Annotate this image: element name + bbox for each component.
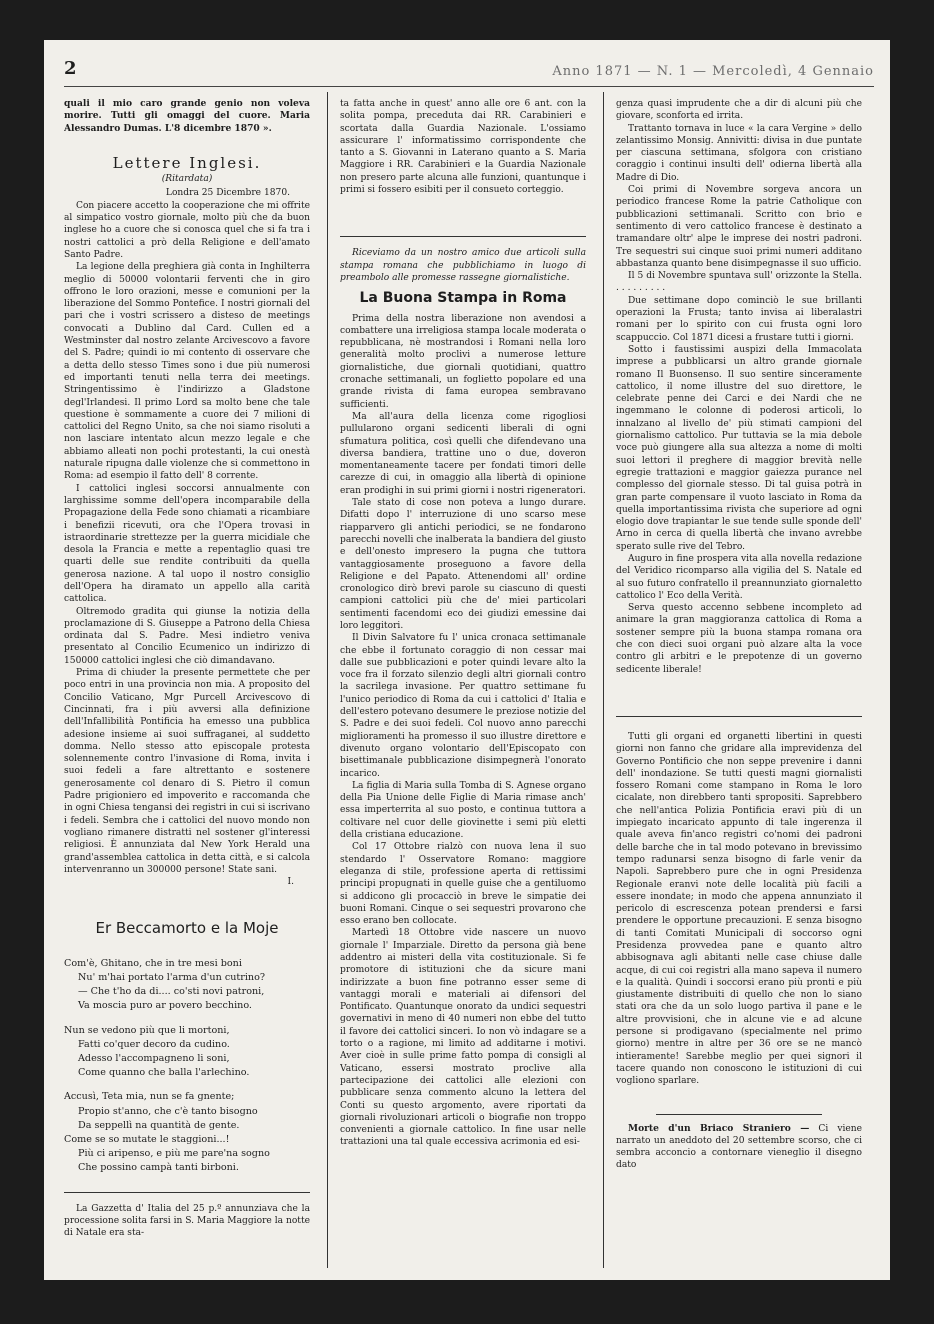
poem	[64, 957, 310, 1176]
column-1	[64, 98, 310, 1268]
poem-line: Va moscia puro ar povero becchino.	[78, 1000, 252, 1012]
morte-title: Morte d'un Briaco Straniero —	[628, 1122, 810, 1134]
paragraph: Ma all'aura della licenza come rigogliosi pullularono organi sedicenti liberali di ogni sfumatura politica, così quelli che difendevano una diversa bandiera, trattine uno o due, doveron momentaneamente tacere per fondati timori delle carezze di cui, in omaggio alla libertà di opinione eran prodighi in sui primi giorni i nostri rigeneratori.	[340, 411, 586, 496]
morte-text: Ci viene narrato un aneddoto del 20 settembre scorso, che ci sembra acconcio a contornare vieneglio il disegno dato	[616, 1123, 862, 1171]
poem-stanza	[64, 1090, 310, 1175]
paragraph-inondazione: Tutti gli organi ed organetti libertini in questi giorni non fanno che gridare alla imprevidenza del Governo Pontificio che non seppe prevenire i danni dell' inondazione. Se tutti questi magni giornalisti fossero Romani come stampano in Roma le loro cicalate, non direbbero tanti spropositi. Saprebbero che nell'antica Polizia Pontificia eravi più di un impiegato incaricato appunto di tale ingerenza il quale aveva fin'anco registri co'nomi dei padroni delle barche che in tal modo potevano in brevissimo tempo radunarsi senza bisogno di farle venir da Napoli. Saprebbero pure che in ogni Presidenza Regionale eranvi note delle località più facili a essere inondate; in modo che appena annunziato il pericolo di escrescenza potean prendersi e farsi prendere le opportune precauzioni. E senza bisogno di tanti Comitati Municipali di soccorso ogni Presidenza provvedea pane e quanto altro abbisognava agli abitanti nelle case chiuse dalle acque, di cui coi registri alla mano sapeva il numero e la qualità. Quindi i soccorsi erano più pronti e più giustamente distribuiti di quello che non lo siano stati ora che da un solo luogo partiva il pane e le altre provvisioni, che in alcune vie e ad alcune persone si prodigavano (specialmente nel primo giorno) mentre in altre per 36 ore se ne mancò intieramente! Sarebbe meglio per quei signori il tacere quando non conoscono le istituzioni di cui vogliono sparlare.	[616, 731, 862, 1087]
paragraph-gazzetta: La Gazzetta d' Italia del 25 p.º annunziava che la processione solita farsi in S. Maria Maggiore la notte di Natale era sta-	[64, 1203, 310, 1239]
divider	[340, 236, 586, 237]
masthead	[64, 58, 874, 87]
poem-line: Come quanno che balla l'arlechino.	[78, 1067, 250, 1079]
newspaper-page	[44, 40, 890, 1280]
column-rule	[327, 92, 328, 1268]
poem-title: Er Beccamorto e la Moje	[95, 919, 279, 938]
column-3	[616, 98, 862, 1268]
paragraph: Con piacere accetto la cooperazione che mi offrite al simpatico vostro giornale, molto più che da buon inglese ho a cuore che si conosca quel che si fa tra i nostri cattolici a prò della Religione e dell'amato Santo Padre.	[64, 200, 310, 260]
paragraph: Il 5 di Novembre spuntava sull' orizzonte la Stella. . . . . . . . . .	[616, 271, 862, 294]
paragraph: Prima della nostra liberazione non avendosi a combattere una irreligiosa stampa locale moderata o repubblicana, nè mostrandosi i Romani nella loro generalità molto proclivi a numerose letture giornalistiche, due giornali quotidiani, quattro cronache settimanali, un foglietto popolare ed una grande rivista di fama europea sembravano sufficienti.	[340, 313, 586, 410]
paragraph: Trattanto tornava in luce « la cara Vergine » dello zelantissimo Monsig. Annivitti: divisa in due puntate per ciascuna settimana, sfolgora con cristiano coraggio i continui insulti dell' odierna libertà alla Madre di Dio.	[616, 123, 862, 183]
paragraph: Martedì 18 Ottobre vide nascere un nuovo giornale l' Imparziale. Diretto da persona già bene addentro ai misteri della vita costituzionale. Si fe promotore di istituzioni che da sicure mani indirizzate a buon fine potranno esser seme di vantaggi morali e materiali ai difensori del Pontificato. Quantunque onorato da undici sequestri governativi in meno di 40 numeri non ebbe del tutto il favore dei cattolici sinceri. Io non vò indagare se a torto o a ragione, mi limito ad additarne i motivi. Aver cioè in sulle prime fatto pompa di consigli al Vaticano, essersi mostrato proclive alla partecipazione dei cattolici alle elezioni con pubblicare senza commento alcuno la lettera del Conti su questo argomento, avere riportati da giornali rivoluzionari articoli o biografie non troppo convenienti a giornale cattolico. In fine usar nelle trattazioni una tal quale eccessiva acrimonia ed esi-	[340, 928, 586, 1148]
divider	[616, 716, 862, 717]
paragraph: La figlia di Maria sulla Tomba di S. Agnese organo della Pia Unione delle Figlie di Maria rimase anch' essa imperterrita al suo posto, e continua tuttora a coltivare nel cuor delle giovinette i semi più eletti della cristiana educazione.	[340, 780, 586, 841]
paragraph: Auguro in fine prospera vita alla novella redazione del Veridico ricomparso alla vigilia del S. Natale ed al suo futuro confratello il preannunziato giornaletto cattolico l' Eco della Verità.	[616, 553, 862, 601]
signature: I.	[287, 877, 294, 888]
paragraph: Oltremodo gradita qui giunse la notizia della proclamazione di S. Giuseppe a Patrono della Chiesa ordinata dal S. Padre. Mesi indietro veniva presentato al Concilio Ecumenico un indirizzo di 150000 cattolici inglesi che ciò dimandavano.	[64, 606, 310, 666]
dateline: Londra 25 Dicembre 1870.	[165, 188, 290, 199]
section-subtitle: (Ritardata)	[161, 174, 213, 185]
paragraph: Tale stato di cose non poteva a lungo durare. Difatti dopo l' interruzione di uno scarso mese riapparvero gli antichi periodici, se ne fondarono parecchi novelli che inalberata la bandiera del giusto e dell'onesto impresero la pugna che tuttora vantaggiosamente proseguono a favore della Religione e del Papato. Attenendomi all' ordine cronologico dirò brevi parole su ciascuno di questi campioni cattolici più che de' miei particolari sentimenti facendomi eco dei giudizi emessine dai loro leggitori.	[340, 498, 586, 631]
paragraph: genza quasi imprudente che a dir di alcuni più che giovare, sconforta ed irrita.	[616, 99, 862, 122]
running-head: Anno 1871 — N. 1 — Mercoledì, 4 Gennaio	[552, 64, 874, 79]
divider	[656, 1114, 822, 1115]
paragraph: Col 17 Ottobre rialzò con nuova lena il suo stendardo l' Osservatore Romano: maggiore eleganza di stile, professione aperta di rettissimi principi propugnati in quelle guise che a gentiluomo si addicono gli procacciò in breve le simpatie dei buoni Romani. Cinque o sei sequestri provarono che esso erano ben collocate.	[340, 842, 586, 927]
poem-line: Adesso l'accompagneno li soni,	[78, 1052, 230, 1064]
poem-line: Accusì, Teta mia, nun se fa gnente;	[64, 1091, 235, 1103]
poem-line: — Che t'ho da di.... co'sti novi patroni,	[78, 986, 265, 998]
poem-line: Fatti co'quer decoro da cudino.	[78, 1038, 230, 1050]
paragraph: Due settimane dopo cominciò le sue brillanti operazioni la Frusta; tanto invisa ai liberalastri romani per lo spirito con cui frusta ogni loro scappuccio. Col 1871 dicesi a frustare tutti i giorni.	[616, 295, 862, 343]
intro-paragraph: quali il mio caro grande genio non voleva morire. Tutti gli omaggi del cuore. Maria Alessandro Dumas. L'8 dicembre 1870 ».	[64, 98, 310, 134]
poem-line: Da seppellì na quantità de gente.	[78, 1119, 240, 1131]
poem-line: Più ci aripenso, e più me pare'na sogno	[78, 1148, 270, 1160]
paragraph: Prima di chiuder la presente permettete che per poco entri in una provincia non mia. A proposito del Concilio Vaticano, Mgr Purcell Arcivescovo di Cincinnati, fra i più avversi alla definizione dell'Infallibilità Pontificia ha emesso una pubblica adesione insieme ai suoi suffraganei, al suddetto domma. Nello stesso atto episcopale protesta solennemente contro l'invasione di Roma, invita i suoi fedeli a fare altrettanto e sostenere generosamente col denaro di S. Pietro il comun Padre prigioniero ed impoverito e raccomanda che in ogni Chiesa tengansi dei registri in cui si iscrivano i fedeli. Sembra che i cattolici del nuovo mondo non vogliano rimanere distratti nel sostener gl'interessi religiosi. È annunziata dal New York Herald una grand'assemblea cattolica in detta città, e si calcola intervenranno un 300000 persone! State sani.	[64, 668, 310, 875]
poem-stanza	[64, 957, 310, 1014]
poem-line: Come se so mutate le staggioni...!	[64, 1133, 230, 1145]
paragraph: La legione della preghiera già conta in Inghilterra meglio di 50000 volontarii ferventi che in giro offrono le loro orazioni, messe e comunioni per la liberazione del Sommo Pontefice. I nostri giornali del pari che i vostri scrissero a disteso de meetings convocati a Dublino dal Card. Cullen ed a Westminster dal nostro zelante Arcivescovo a favore del S. Padre; quindi io mi contento di osservare che a detta dello stesso Times sono i due più numerosi ed importanti tenuti nella terra dei meetings. Stringentissimo è l'indirizzo a Gladstone degl'Irlandesi. Il primo Lord sa molto bene che tale questione è sommamente a cuore dei 7 milioni di cattolici del Regno Unito, sa che noi siamo risoluti a non lasciare intentato alcun mezzo legale e che abbiamo alleati non pochi protestanti, la cui onestà naturale ripugna dalle violenze che si commettono in Roma: ad esempio il fatto dell' 8 corrente.	[64, 262, 310, 482]
article-intro: Riceviamo da un nostro amico due articoli sulla stampa romana che pubblichiamo in luogo di preambolo alle promesse rassegne giornalistiche.	[340, 248, 586, 283]
paragraph: Il Divin Salvatore fu l' unica cronaca settimanale che ebbe il fortunato coraggio di non cessar mai dalle sue pubblicazioni e poter quindi levare alto la voce fra il forzato silenzio degli altri giornali contro la sacrilega invasione. Per quattro settimane fu l'unico periodico di Roma da cui i cattolici d' Italia e dell'estero potevano desumere le preziose notizie del S. Padre e dei suoi fedeli. Col nuovo anno parecchi miglioramenti ha promesso il suo illustre direttore e divenuto organo volontario dell'Episcopato con bisettimanale pubblicazione disimpegnerà l'onorato incarico.	[340, 633, 586, 779]
paragraph: Coi primi di Novembre sorgeva ancora un periodico francese Rome la patrie Catholique con pubblicazioni settimanali. Scritto con brio e sentimento di vero cattolico francese è destinato a tramandare oltr' alpe le imprese dei nostri padroni. Tre sequestri sui cinque suoi primi numeri additano abbastanza quanto bene disimpegnasse il suo ufficio.	[616, 185, 862, 269]
poem-line: Propio st'anno, che c'è tanto bisogno	[78, 1105, 258, 1117]
article-headline: La Buona Stampa in Roma	[359, 290, 567, 307]
paragraph: Serva questo accenno sebbene incompleto ad animare la gran maggioranza cattolica di Roma a sostener sempre più la buona stampa romana ora che con dieci suoi organi può alzare alta la voce contro gli arbitri e le prepotenze di un governo sedicente liberale!	[616, 603, 862, 675]
poem-line: Com'è, Ghitano, che in tre mesi boni	[64, 957, 242, 969]
column-2	[340, 98, 586, 1268]
paragraph: I cattolici inglesi soccorsi annualmente con larghissime somme dell'opera incomparabile della Propagazione della Fede sono chiamati a ricambiare i benefizii ricevuti, ora che l'Opera trovasi in istraordinarie strettezze per la guerra micidiale che desola la Francia e mette a repentaglio quasi tre quarti delle sue rendite contribuiti da quella generosa nazione. A tal uopo il nostro consiglio dell'Opera ha diramato un appello alla carità cattolica.	[64, 483, 310, 605]
poem-line: Nun se vedono più que li mortoni,	[64, 1024, 230, 1036]
page-number: 2	[64, 58, 77, 79]
poem-stanza	[64, 1024, 310, 1081]
paragraph-morte	[616, 1123, 862, 1172]
divider	[64, 1192, 310, 1193]
section-title-lettere: Lettere Inglesi.	[112, 153, 262, 172]
poem-line: Che possino campà tanti birboni.	[78, 1162, 239, 1174]
column-rule	[603, 92, 604, 1268]
paragraph-continuation: ta fatta anche in quest' anno alle ore 6 ant. con la solita pompa, preceduta dai RR. Carabinieri e scortata dalla Guardia Nazionale. L'ossiamo assicurare l' informatissimo corrispondente che tanto a S. Giovanni in Laterano quanto a S. Maria Maggiore i RR. Carabinieri e la Guardia Nazionale non presero parte alcuna alle funzioni, quantunque i primi si fossero esibiti per il consueto corteggio.	[340, 99, 586, 196]
paragraph: Sotto i faustissimi auspizi della Immacolata imprese a pubblicarsi un altro grande giornale romano Il Buonsenso. Il suo sentire sinceramente cattolico, il nome illustre del suo direttore, le celebrate penne dei Carci e dei Nardi che ne ingemmano le colonne di poderosi articoli, lo innalzano al livello de' più stimati campioni del giornalismo cattolico. Pur tuttavia se la mia debole voce può giungere alla sua altezza a nome di molti suoi lettori il preghere di maggior brevità nelle egregie trattazioni e maggior gaiezza purance nel complesso del giornale stesso. Di tal guisa potrà in gran parte compensare il vuoto lasciato in Roma da quella importantissima rivista che superiore ad ogni elogio dove trapiantar le sue tende sulle sponde dell' Arno in cerca di quella libertà che invano avrebbe sperato sulle rive del Tebro.	[616, 344, 862, 552]
poem-line: Nu' m'hai portato l'arma d'un cutrino?	[78, 971, 265, 983]
